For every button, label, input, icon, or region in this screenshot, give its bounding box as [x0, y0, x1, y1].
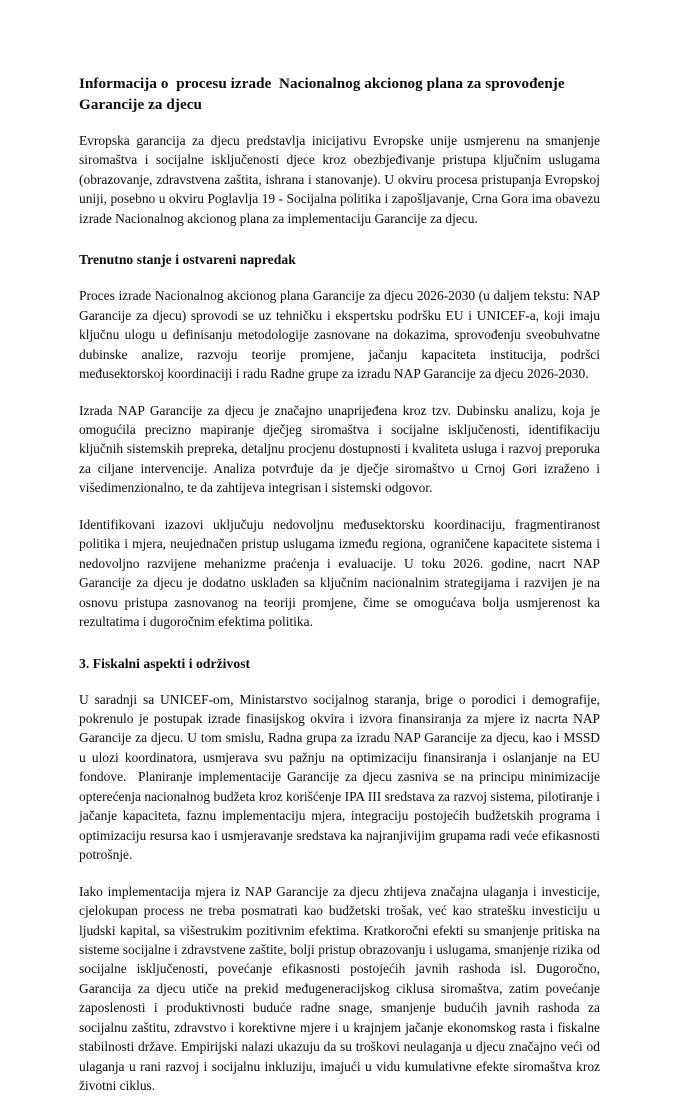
paragraph-trenutno-stanje-1: Proces izrade Nacionalnog akcionog plana Garancije za djecu 2026-2030 (u daljem tekstu: NAP Garancije za djecu) sprovodi se uz tehničku i ekspertsku podršku EU i UNICEF-a, koji imaju ključnu ulogu u definisanju metodologije zasnovane na dokazima, sprovođenju sveobuhvatne dubinske analize, razvoju teorije promjene, jačanju kapaciteta institucija, podršci međusektorskoj koordinaciji i radu Radne grupe za izradu NAP Garancije za djecu 2026-2030. — [79, 288, 604, 382]
paragraph-intro-1: Evropska garancija za djecu predstavlja inicijativu Evropske unije usmjerenu na smanjenje siromaštva i socijalne isključenosti djece kroz obezbjeđivanje pristupa ključnim uslugama (obrazovanje, zdravstvena zaštita, ishrana i stanovanje). U okviru procesa pristupanja Evropskoj uniji, posebno u okviru Poglavlja 19 - Socijalna politika i zapošljavanje, Crna Gora ima obavezu izrade Nacionalnog akcionog plana za implementaciju Garancije za djecu. — [79, 133, 604, 226]
paragraph-trenutno-stanje-3: Identifikovani izazovi uključuju nedovoljnu međusektorsku koordinaciju, fragmentiranost politika i mjera, neujednačen pristup uslugama između regiona, ograničene kapacitete sistema i nedovoljno razvijene mehanizme praćenja i evaluacije. U toku 2026. godine, nacrt NAP Garancije za djecu je dodatno usklađen sa ključnim nacionalnim strategijama i razvijen je na osnovu pristupa zasnovanog na teoriji promjene, čime se omogućava bolja usmjerenost ka rezultatima i dugoročnim efektima politika. — [79, 516, 604, 630]
section-heading-trenutno-stanje: Trenutno stanje i ostvareni napredak — [79, 252, 296, 268]
paragraph-trenutno-stanje-2: Izrada NAP Garancije za djecu je značajno unaprijeđena kroz tzv. Dubinsku analizu, koja je omogućila precizno mapiranje dječjeg siromaštva i socijalne isključenosti, identifikaciju ključnih sistemskih prepreka, detaljnu procjenu dostupnosti i kvaliteta usluga i razvoj preporuka za ciljane intervencije. Analiza potvrđuje da je dječje siromaštvo u Crnoj Gori izraženo i višedimenzionalno, te da zahtijeva integrisan i sistemski odgovor. — [79, 402, 604, 496]
paragraph-fiskalni-aspekti-2: Iako implementacija mjera iz NAP Garancije za djecu zhtijeva značajna ulaganja i investicije, cjelokupan process ne treba posmatrati kao budžetski trošak, već kao stratešku investiciju u ljudski kapital, sa višestrukim pozitivnim efektima. Kratkoročni efekti su smanjenje pritiska na sisteme socijalne i zdravstvene zaštite, bolji pristup obrazovanju i uslugama, smanjenje rizika od socijalne isključenosti, povećanje efikasnosti postojećih javnih rashoda isl. Dugoročno, Garancija za djecu utiče na prekid međugeneracijskog ciklusa siromaštva, zatim povećanje zaposlenosti i produktivnosti buduće radne snage, smanjenje budućih javnih rashoda za socijalnu zaštitu, zdravstvo i korektivne mjere i u krajnjem jačanje ekonomskog rasta i fiskalne stabilnosti države. Empirijski nalazi ukazuju da su troškovi neulaganja u djecu značajno veći od ulaganja u rani razvoj i socijalnu inkluziju, imajući u vidu kumulativne efekte siromaštva kroz životni ciklus. — [79, 883, 604, 1094]
page-title: Informacija o procesu izrade Nacionalnog akcionog plana za sprovođenje Garancije za djecu — [79, 76, 569, 113]
section-heading-fiskalni-aspekti: 3. Fiskalni aspekti i održivost — [79, 655, 251, 671]
paragraph-fiskalni-aspekti-1: U saradnji sa UNICEF-om, Ministarstvo socijalnog staranja, brige o porodici i demografije, pokrenulo je postupak izrade finasijskog okvira i izvora finansiranja za mjere iz nacrta NAP Garancije za djecu. U tom smislu, Radna grupa za izradu NAP Garancije za djecu, kao i MSSD u ulozi koordinatora, usmjerava svu pažnju na optimizaciju finansiranja i oslanjanje na EU fondove. Planiranje implementacije Garancije za djecu zasniva se na principu minimizacije opterećenja nacionalnog budžeta kroz korišćenje IPA III sredstava za razvoj sistema, pilotiranje i jačanje kapaciteta, faznu implementaciju mjera, integraciju postojećih budžetskih programa i optimizaciju resursa kao i usmjeravanje sredstava ka najranjivijim grupama radi veće efikasnosti potrošnje. — [79, 691, 604, 863]
